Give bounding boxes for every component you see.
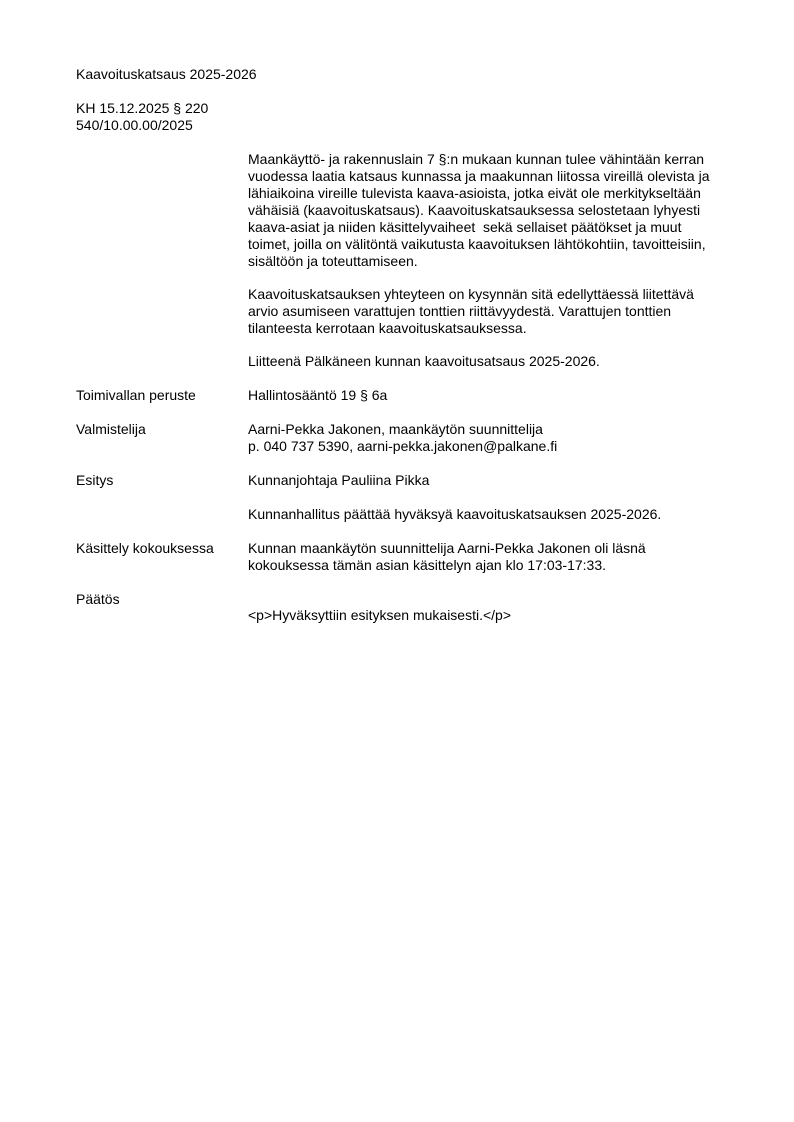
- decision-label: Päätös: [76, 591, 120, 607]
- decision-text: <p>Hyväksyttiin esityksen mukaisesti.</p>: [248, 607, 512, 623]
- proposal-text: Kunnanhallitus päättää hyväksyä kaavoituskatsauksen 2025-2026.: [248, 506, 662, 522]
- document-title: Kaavoituskatsaus 2025-2026: [76, 66, 257, 82]
- preparer-label: Valmistelija: [76, 421, 146, 437]
- meeting-note-line-1: Kunnan maankäytön suunnittelija Aarni-Pekka Jakonen oli läsnä: [248, 540, 646, 556]
- intro-paragraph-1: [248, 151, 738, 270]
- proposal-presenter: Kunnanjohtaja Pauliina Pikka: [248, 472, 430, 488]
- paragraph-line: toimet, joilla on välitöntä vaikutusta kaavoituksen lähtökohtiin, tavoitteisiin,: [248, 236, 706, 252]
- paragraph-line: Maankäyttö- ja rakennuslain 7 §:n mukaan kunnan tulee vähintään kerran: [248, 151, 705, 167]
- paragraph-line: kaava-asiat ja niiden käsittelyvaiheet sekä sellaiset päätökset ja muut: [248, 219, 682, 235]
- paragraph-line: lähiaikoina vireille tulevista kaava-asioista, jotka eivät ole merkitykseltään: [248, 185, 701, 201]
- paragraph-line: vähäisiä (kaavoituskatsaus). Kaavoituskatsauksessa selostetaan lyhyesti: [248, 202, 701, 218]
- authority-label: Toimivallan peruste: [76, 387, 196, 403]
- meeting-label: Käsittely kokouksessa: [76, 540, 214, 556]
- attachment-note: Liitteenä Pälkäneen kunnan kaavoitusatsaus 2025-2026.: [248, 353, 600, 369]
- authority-value: Hallintosääntö 19 § 6a: [248, 387, 388, 403]
- paragraph-line: tilanteesta kerrotaan kaavoituskatsauksessa.: [248, 320, 527, 336]
- intro-paragraph-2: [248, 286, 738, 337]
- preparer-contact: p. 040 737 5390, aarni-pekka.jakonen@palkane.fi: [248, 438, 558, 454]
- record-id: 540/10.00.00/2025: [76, 117, 193, 133]
- paragraph-line: arvio asumiseen varattujen tonttien riittävyydestä. Varattujen tonttien: [248, 303, 672, 319]
- meeting-reference: KH 15.12.2025 § 220: [76, 100, 209, 116]
- preparer-name: Aarni-Pekka Jakonen, maankäytön suunnittelija: [248, 421, 543, 437]
- proposal-label: Esitys: [76, 472, 114, 488]
- paragraph-line: Kaavoituskatsauksen yhteyteen on kysynnän sitä edellyttäessä liitettävä: [248, 286, 694, 302]
- paragraph-line: vuodessa laatia katsaus kunnassa ja maakunnan liitossa vireillä olevista ja: [248, 168, 710, 184]
- paragraph-line: sisältöön ja toteuttamiseen.: [248, 253, 418, 269]
- meeting-note-line-2: kokouksessa tämän asian käsittelyn ajan klo 17:03-17:33.: [248, 557, 606, 573]
